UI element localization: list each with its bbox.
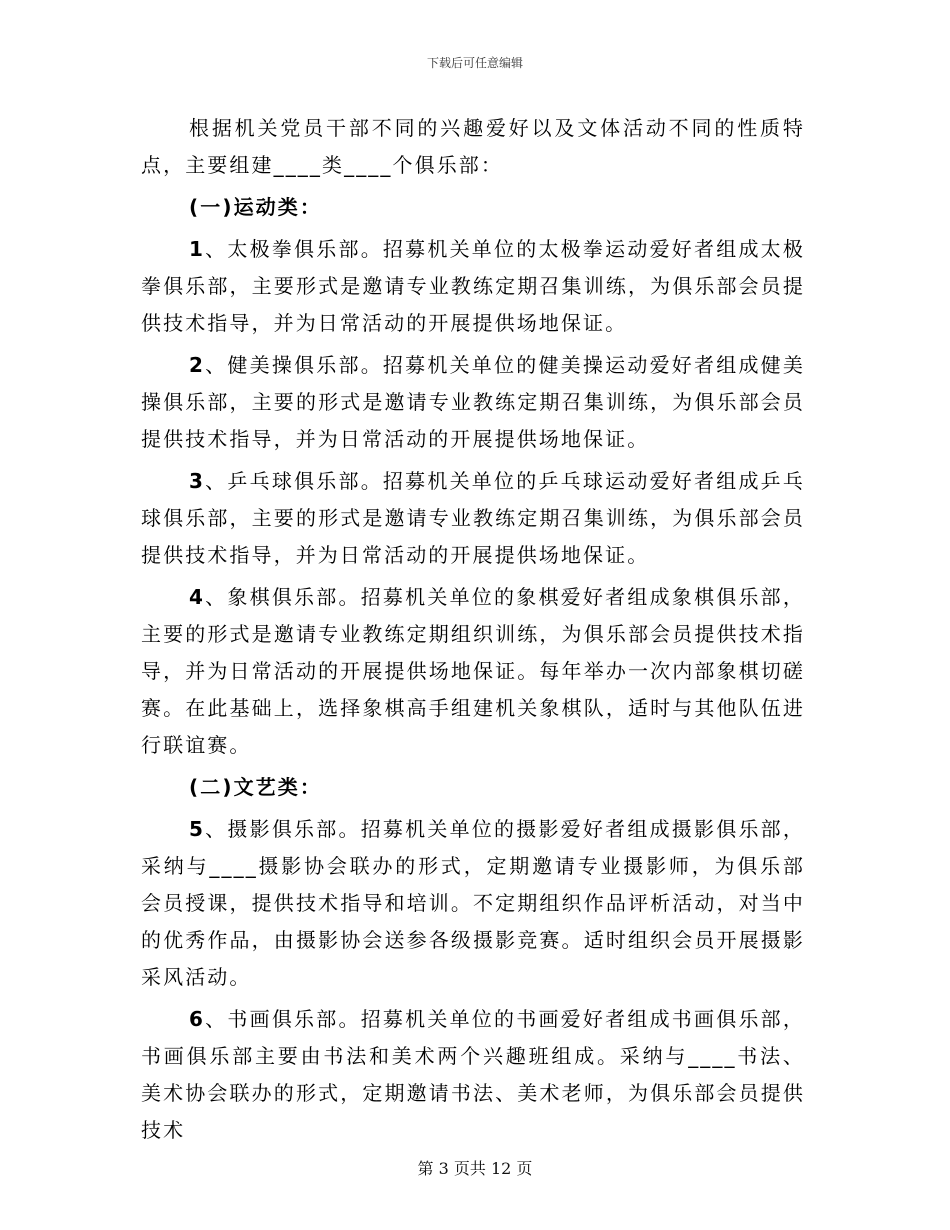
paragraph-text: 、摄影俱乐部。招募机关单位的摄影爱好者组成摄影俱乐部，采纳与____摄影协会联办的形式，定期邀请专业摄影师，为俱乐部会员授课，提供技术指导和培训。不定期组织作品评析活动，对当中的优秀作品，由摄影协会送参各级摄影竞赛。适时组织会员开展摄影采风活动。 (141, 817, 805, 989)
intro-paragraph: 根据机关党员干部不同的兴趣爱好以及文体活动不同的性质特点，主要组建____类____个俱乐部： (141, 116, 805, 177)
item-number: 1 (189, 237, 206, 261)
item-number: 2 (189, 353, 206, 377)
item-number: 6 (189, 1007, 206, 1031)
item-number: 4 (189, 585, 206, 609)
page-number-footer: 第 3 页共 12 页 (417, 1159, 533, 1178)
paragraph-taichi-club (141, 231, 805, 342)
item-number: 5 (189, 817, 206, 841)
page-header-note: 下载后可任意编辑 (426, 56, 523, 70)
paragraph-chess-club (141, 579, 805, 764)
paragraph-text: 、象棋俱乐部。招募机关单位的象棋爱好者组成象棋俱乐部，主要的形式是邀请专业教练定期组织训练，为俱乐部会员提供技术指导，并为日常活动的开展提供场地保证。每年举办一次内部象棋切磋赛。在此基础上，选择象棋高手组建机关象棋队，适时与其他队伍进行联谊赛。 (141, 585, 805, 757)
section-heading-sports: (一)运动类： (189, 195, 322, 219)
paragraph-text: 、太极拳俱乐部。招募机关单位的太极拳运动爱好者组成太极拳俱乐部，主要形式是邀请专业教练定期召集训练，为俱乐部会员提供技术指导，并为日常活动的开展提供场地保证。 (141, 237, 805, 335)
paragraph-text: 、乒乓球俱乐部。招募机关单位的乒乓球运动爱好者组成乒乓球俱乐部，主要的形式是邀请专业教练定期召集训练，为俱乐部会员提供技术指导，并为日常活动的开展提供场地保证。 (141, 469, 805, 567)
paragraph-text: 、健美操俱乐部。招募机关单位的健美操运动爱好者组成健美操俱乐部，主要的形式是邀请专业教练定期召集训练，为俱乐部会员提供技术指导，并为日常活动的开展提供场地保证。 (141, 353, 805, 451)
document-body (141, 110, 805, 1154)
paragraph-photography-club (141, 811, 805, 996)
paragraph-table-tennis-club (141, 463, 805, 574)
item-number: 3 (189, 469, 206, 493)
paragraph-aerobics-club (141, 347, 805, 458)
section-heading-arts: (二)文艺类： (189, 775, 322, 799)
paragraph-text: 、书画俱乐部。招募机关单位的书画爱好者组成书画俱乐部，书画俱乐部主要由书法和美术两个兴趣班组成。采纳与____书法、美术协会联办的形式，定期邀请书法、美术老师，为俱乐部会员提供技术 (141, 1007, 805, 1142)
paragraph-calligraphy-club (141, 1001, 805, 1149)
